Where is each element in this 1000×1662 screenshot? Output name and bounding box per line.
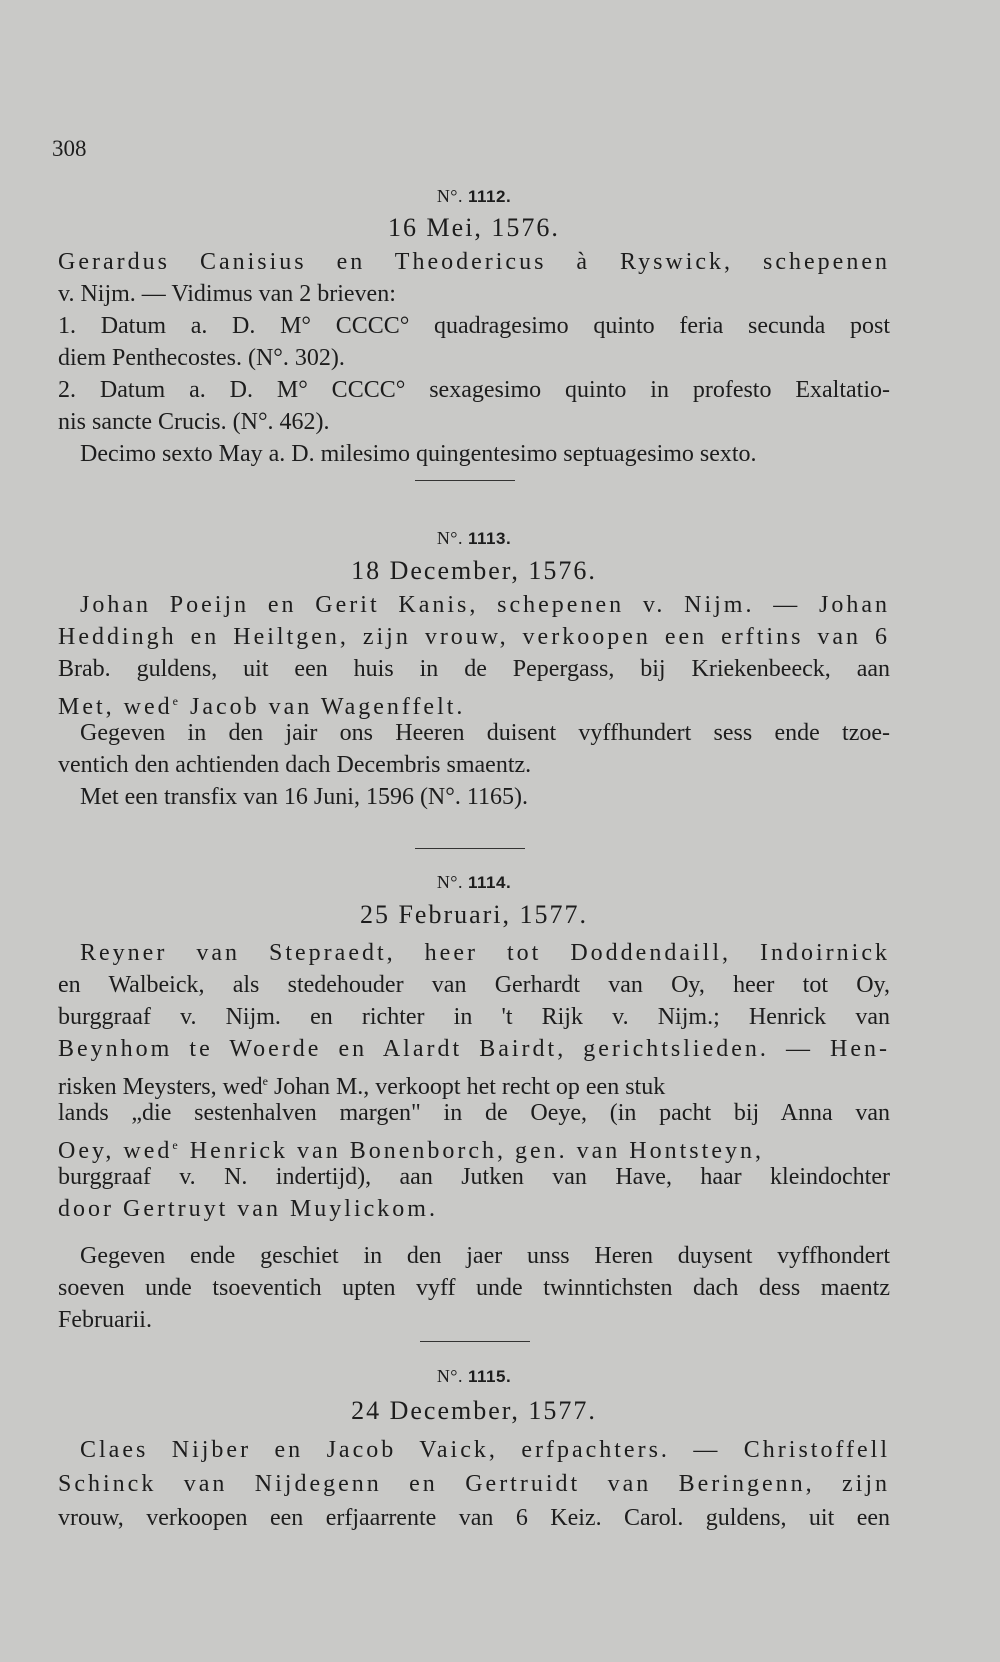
text-line: Heddingh en Heiltgen, zijn vrouw, verkoopen een erftins van 6 bbox=[58, 624, 890, 650]
text-line: Schinck van Nijdegenn en Gertruidt van Beringenn, zijn bbox=[58, 1471, 890, 1497]
text-line: vrouw, verkoopen een erfjaarrente van 6 Keiz. Carol. guldens, uit een bbox=[58, 1505, 890, 1531]
text-line: soeven unde tsoeventich upten vyff unde twinntichsten dach dess maentz bbox=[58, 1275, 890, 1301]
entry-number: N°. 1114. bbox=[436, 872, 512, 892]
text-line: burggraaf v. Nijm. en richter in 't Rijk v. Nijm.; Henrick van bbox=[58, 1004, 890, 1030]
text-line: Beynhom te Woerde en Alardt Bairdt, gerichtslieden. — Hen- bbox=[58, 1036, 890, 1062]
section-divider bbox=[420, 1341, 530, 1342]
text-line: Oey, wed$^e$ Henrick van Bonenborch, gen. van Hontsteyn, bbox=[58, 1138, 764, 1164]
entry-date: 25 Februari, 1577. bbox=[359, 900, 589, 929]
text-line: Met een transfix van 16 Juni, 1596 (N°. 1165). bbox=[80, 784, 528, 810]
text-line: Claes Nijber en Jacob Vaick, erfpachters. — Christoffell bbox=[80, 1437, 890, 1463]
text-line: burggraaf v. N. indertijd), aan Jutken van Have, haar kleindochter bbox=[58, 1164, 890, 1190]
entry-date: 16 Mei, 1576. bbox=[388, 213, 560, 242]
entry-number: N°. 1115. bbox=[436, 1366, 512, 1386]
text-line: Brab. guldens, uit een huis in de Pepergass, bij Kriekenbeeck, aan bbox=[58, 656, 890, 682]
entry-date: 18 December, 1576. bbox=[351, 556, 597, 585]
text-line: 2. Datum a. D. M° CCCC° sexagesimo quinto in profesto Exaltatio- bbox=[58, 377, 890, 403]
text-line: Decimo sexto May a. D. milesimo quingentesimo septuagesimo sexto. bbox=[80, 441, 757, 467]
text-line: Gegeven in den jair ons Heeren duisent vyffhundert sess ende tzoe- bbox=[80, 720, 890, 746]
entry-date: 24 December, 1577. bbox=[351, 1396, 597, 1425]
text-line: risken Meysters, wed$^e$ Johan M., verkoopt het recht op een stuk bbox=[58, 1074, 666, 1100]
text-line: v. Nijm. — Vidimus van 2 brieven: bbox=[58, 281, 396, 307]
text-line: nis sancte Crucis. (N°. 462). bbox=[58, 409, 330, 435]
entry-number: N°. 1113. bbox=[436, 528, 512, 548]
text-line: Gerardus Canisius en Theodericus à Ryswick, schepenen bbox=[58, 249, 890, 275]
section-divider bbox=[415, 480, 515, 481]
text-line: Februarii. bbox=[58, 1307, 152, 1333]
text-line: lands „die sestenhalven margen" in de Oeye, (in pacht bij Anna van bbox=[58, 1100, 890, 1126]
section-divider bbox=[415, 848, 525, 849]
text-line: Reyner van Stepraedt, heer tot Doddendaill, Indoirnick bbox=[80, 940, 890, 966]
text-line: Met, wed$^e$ Jacob van Wagenffelt. bbox=[58, 694, 466, 720]
page-number: 308 bbox=[52, 136, 87, 161]
text-line: door Gertruyt van Muylickom. bbox=[58, 1196, 438, 1222]
text-line: diem Penthecostes. (N°. 302). bbox=[58, 345, 345, 371]
text-line: Gegeven ende geschiet in den jaer unss Heren duysent vyffhondert bbox=[80, 1243, 890, 1269]
text-line: en Walbeick, als stedehouder van Gerhardt van Oy, heer tot Oy, bbox=[58, 972, 890, 998]
entry-number: N°. 1112. bbox=[436, 186, 512, 206]
text-line: 1. Datum a. D. M° CCCC° quadragesimo quinto feria secunda post bbox=[58, 313, 890, 339]
text-line: ventich den achtienden dach Decembris smaentz. bbox=[58, 752, 532, 778]
text-line: Johan Poeijn en Gerit Kanis, schepenen v. Nijm. — Johan bbox=[80, 592, 890, 618]
